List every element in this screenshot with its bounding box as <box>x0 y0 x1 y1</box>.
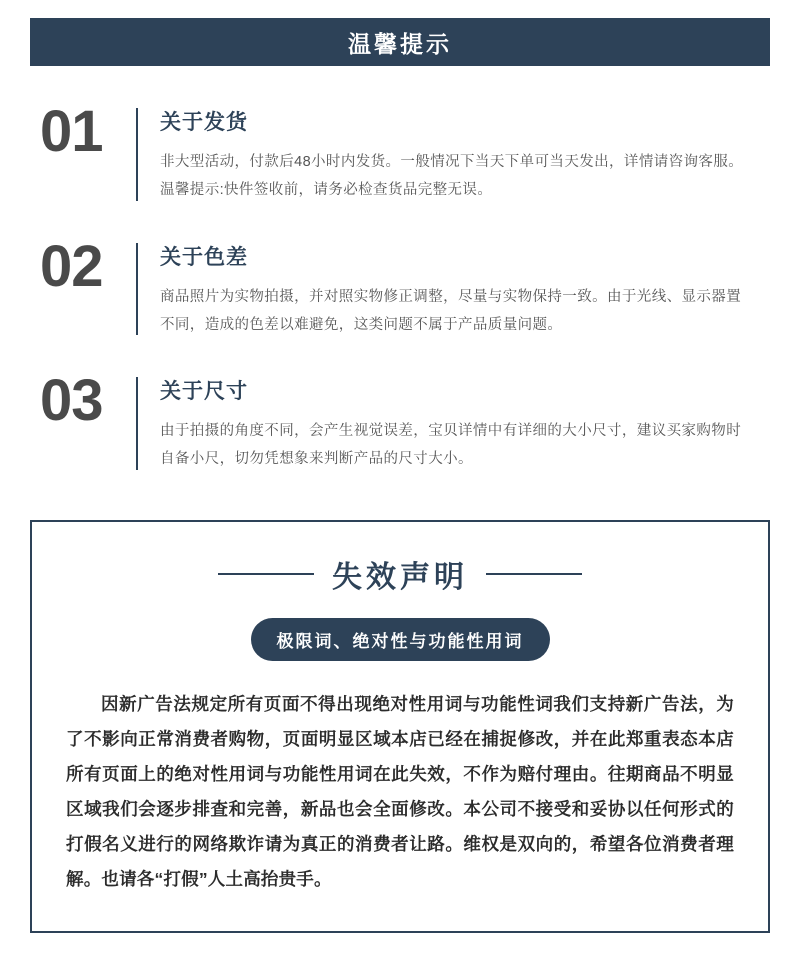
notice-text: 非大型活动，付款后48小时内发货。一般情况下当天下单可当天发出，详情请咨询客服。温馨提示:快件签收前，请务必检查货品完整无误。 <box>160 154 744 199</box>
disclaimer-body-text: 因新广告法规定所有页面不得出现绝对性用词与功能性词我们支持新广告法，为了不影向正常消费者购物，页面明显区域本店已经在捕捉修改，并在此郑重表态本店所有页面上的绝对性用词与功能性用词在此失效，不作为赔付理由。往期商品不明显区域我们会逐步排查和完善，新品也会全面修改。本公司不接受和妥协以任何形式的打假名义进行的网络欺诈请为真正的消费者让路。维权是双向的，希望各位消费者理解。也请各“打假”人土高抬贵手。 <box>66 693 734 889</box>
notice-heading: 关于发货 <box>160 111 248 134</box>
notice-number: 01 <box>40 99 103 164</box>
notice-text: 由于拍摄的角度不同，会产生视觉误差，宝贝详情中有详细的大小尺寸，建议买家购物时自备小尺，切勿凭想象来判断产品的尺寸大小。 <box>160 423 742 468</box>
header-banner <box>30 18 770 66</box>
list-item <box>40 368 754 474</box>
vertical-divider <box>136 377 138 470</box>
vertical-divider <box>136 108 138 201</box>
disclaimer-subtitle-badge: 极限词、绝对性与功能性用词 <box>251 618 550 661</box>
notice-number: 03 <box>40 368 103 434</box>
notice-list <box>0 99 800 474</box>
disclaimer-title-row <box>66 552 734 596</box>
page-title: 温馨提示 <box>348 30 452 57</box>
promo-notice-page <box>0 18 800 962</box>
disclaimer-box <box>30 520 770 933</box>
vertical-divider <box>136 243 138 336</box>
list-item <box>40 233 754 340</box>
disclaimer-subtitle-wrap <box>66 618 734 661</box>
notice-heading: 关于尺寸 <box>160 380 248 404</box>
notice-body <box>160 239 754 340</box>
notice-body <box>160 104 754 205</box>
notice-number: 02 <box>40 233 103 299</box>
disclaimer-title: 失效声明 <box>332 560 468 594</box>
notice-body <box>160 373 754 474</box>
notice-text: 商品照片为实物拍摄，并对照实物修正调整，尽量与实物保持一致。由于光线、显示器置不同，造成的色差以难避免，这类问题不属于产品质量问题。 <box>160 288 742 333</box>
rule-left <box>218 573 314 575</box>
notice-heading: 关于色差 <box>160 245 248 269</box>
rule-right <box>486 573 582 575</box>
list-item <box>40 99 754 205</box>
